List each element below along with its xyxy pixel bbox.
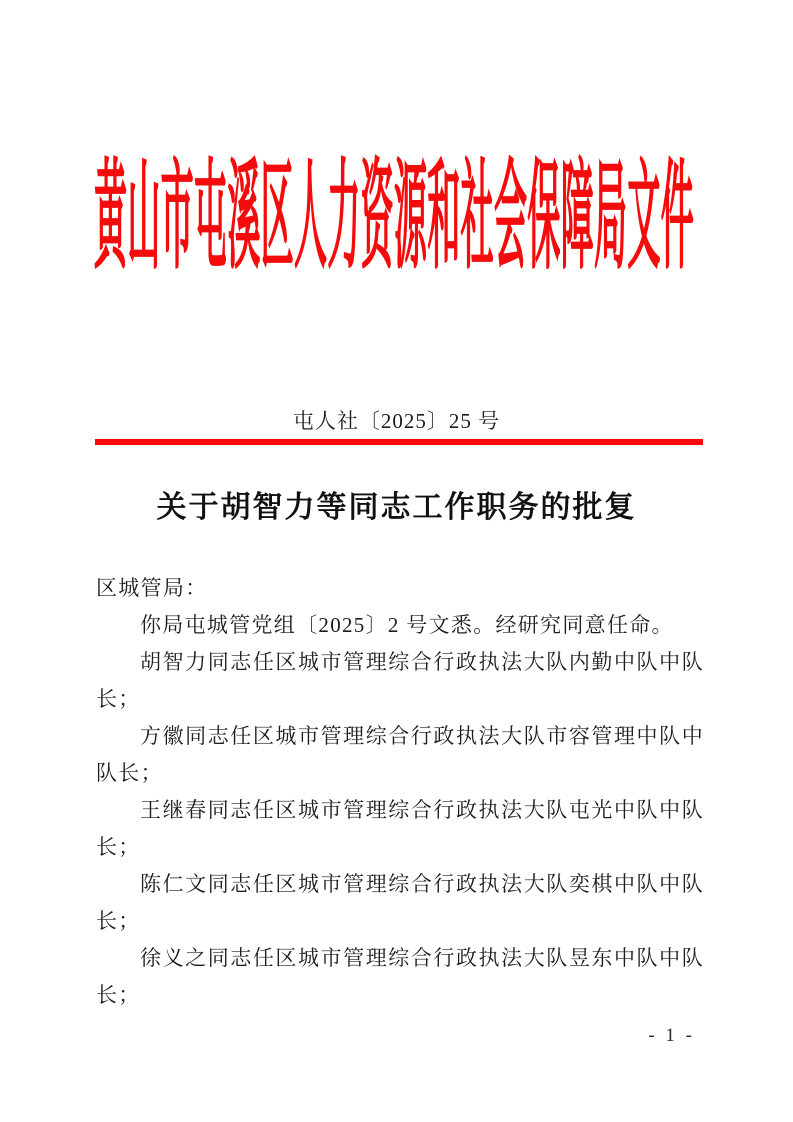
body-text-line: 方徽同志任区城市管理综合行政执法大队市容管理中队中 [140, 724, 704, 748]
page-number: - 1 - [648, 1025, 695, 1046]
body-text-line: 徐义之同志任区城市管理综合行政执法大队昱东中队中队 [140, 946, 704, 970]
body-text-line: 长； [96, 983, 141, 1007]
body-text-line: 王继春同志任区城市管理综合行政执法大队屯光中队中队 [140, 798, 704, 822]
document-number: 屯人社〔2025〕25 号 [292, 409, 501, 433]
document-body [96, 570, 704, 1014]
body-text-line: 陈仁文同志任区城市管理综合行政执法大队奕棋中队中队 [140, 872, 704, 896]
document-title: 关于胡智力等同志工作职务的批复 [156, 491, 637, 524]
body-text-line: 队长； [96, 761, 163, 785]
body-text-line: 胡智力同志任区城市管理综合行政执法大队内勤中队中队 [140, 650, 704, 674]
body-text-line: 长； [96, 687, 141, 711]
agency-header-title: 黄山市屯溪区人力资源和社会保障局文件 [94, 156, 694, 286]
body-text-line: 长； [96, 835, 141, 859]
body-text-line: 区城管局： [96, 576, 208, 600]
red-divider-line [95, 439, 703, 445]
body-text-line: 你局屯城管党组〔2025〕2 号文悉。经研究同意任命。 [140, 613, 674, 637]
body-text-line: 长； [96, 909, 141, 933]
